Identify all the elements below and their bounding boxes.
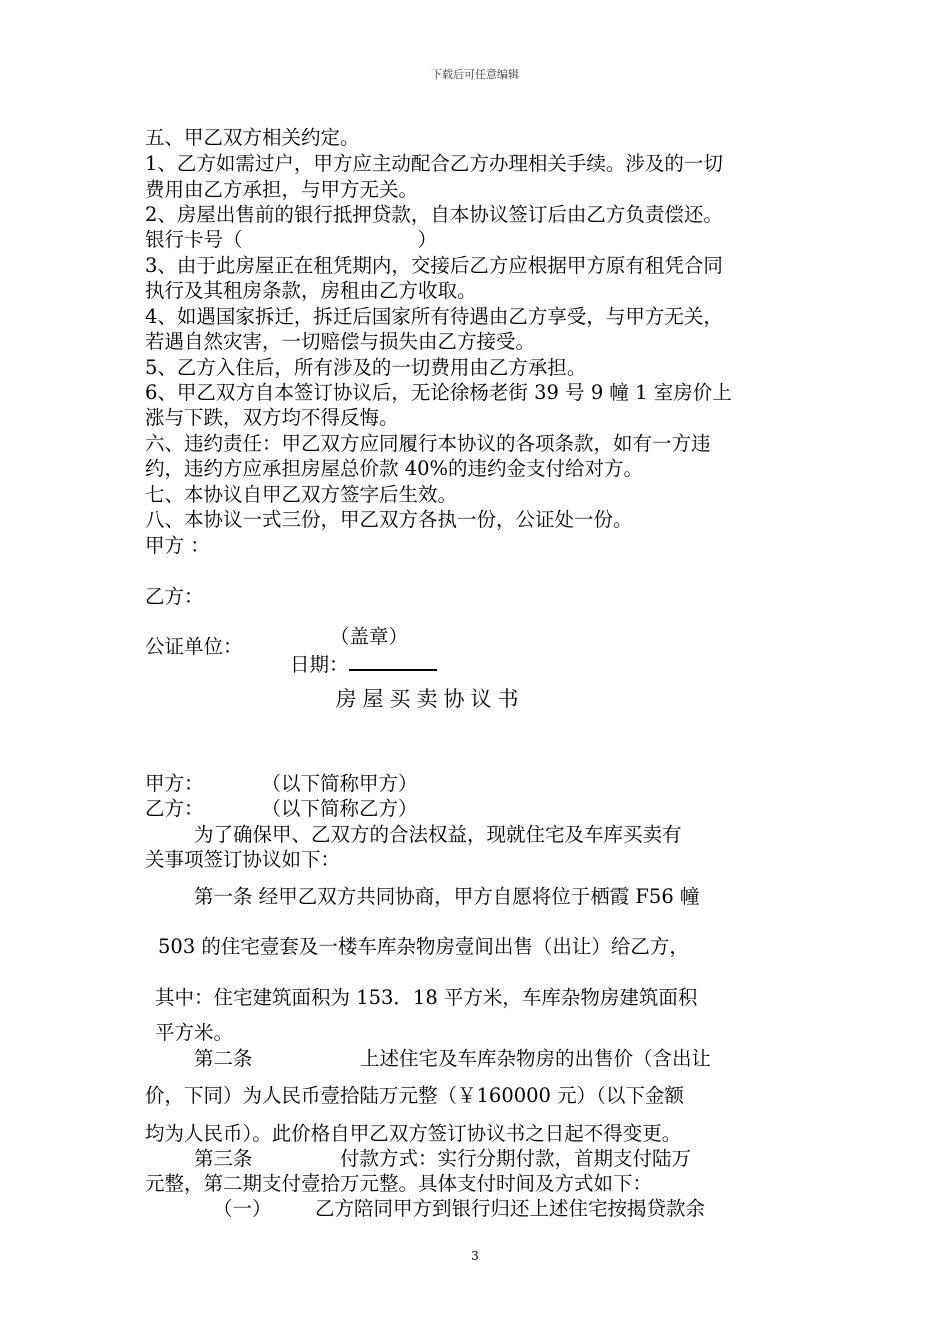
intro-line2: 关事项签订协议如下： bbox=[145, 848, 341, 871]
clause-5-4-line2: 若遇自然灾害，一切赔偿与损失由乙方接受。 bbox=[145, 330, 536, 353]
party-b-signature-label: 乙方： bbox=[145, 585, 204, 608]
clause-5-6-line2: 涨与下跌，双方均不得反悔。 bbox=[145, 406, 399, 429]
clause-5-3-line2: 执行及其租房条款，房租由乙方收取。 bbox=[145, 279, 477, 302]
contract-party-a bbox=[145, 771, 418, 797]
document-title: 房屋买卖协议书 bbox=[335, 687, 525, 711]
section-5-title: 五、甲乙双方相关约定。 bbox=[145, 126, 360, 149]
contract-party-b bbox=[145, 796, 418, 822]
clause-5-2-line1: 2、房屋出售前的银行抵押贷款，自本协议签订后由乙方负责偿还。 bbox=[145, 203, 723, 226]
section-6-line2: 约，违约方应承担房屋总价款 40%的违约金支付给对方。 bbox=[145, 457, 644, 480]
intro-line1: 为了确保甲、乙双方的合法权益，现就住宅及车库买卖有 bbox=[194, 823, 682, 846]
section-8: 八、本协议一式三份，甲乙双方各执一份，公证处一份。 bbox=[145, 508, 633, 531]
article-1-line4: 平方米。 bbox=[155, 1021, 234, 1044]
article-1-line1: 第一条 经甲乙双方共同协商，甲方自愿将位于栖霞 F56 幢 bbox=[194, 885, 700, 908]
notary-label: 公证单位： bbox=[145, 635, 243, 658]
article-3-line1: 付款方式：实行分期付款，首期支付陆万 bbox=[340, 1147, 692, 1170]
contract-party-b-note: （以下简称乙方） bbox=[261, 797, 418, 820]
bank-card-close: ） bbox=[417, 228, 438, 251]
date-underline bbox=[349, 651, 437, 671]
article-3-line2: 元整，第二期支付壹拾万元整。具体支付时间及方式如下： bbox=[145, 1172, 653, 1195]
party-a-signature-label: 甲方 ： bbox=[145, 534, 210, 557]
sub-clause-1-line1: 乙方陪同甲方到银行归还上述住宅按揭贷款余 bbox=[315, 1197, 706, 1220]
contract-party-a-note: （以下简称甲方） bbox=[261, 772, 418, 795]
clause-5-1-line2: 费用由乙方承担，与甲方无关。 bbox=[145, 178, 419, 201]
section-6-line1: 六、违约责任：甲乙双方应同履行本协议的各项条款，如有一方违 bbox=[145, 432, 711, 455]
page-header: 下载后可任意编辑 bbox=[431, 68, 519, 81]
page-number: 3 bbox=[471, 1249, 479, 1263]
article-2-line1: 上述住宅及车库杂物房的出售价（含出让 bbox=[360, 1047, 712, 1070]
section-7: 七、本协议自甲乙双方签字后生效。 bbox=[145, 483, 458, 506]
article-1-line2: 503 的住宅壹套及一楼车库杂物房壹间出售（出让）给乙方， bbox=[158, 935, 689, 958]
contract-party-b-label: 乙方： bbox=[145, 797, 204, 820]
article-2-label: 第二条 bbox=[194, 1047, 253, 1070]
article-1-line3: 其中：住宅建筑面积为 153．18 平方米，车库杂物房建筑面积 bbox=[155, 986, 698, 1009]
clause-5-3-line1: 3、由于此房屋正在租凭期内，交接后乙方应根据甲方原有租凭合同 bbox=[145, 254, 723, 277]
clause-5-6-line1: 6、甲乙双方自本签订协议后，无论徐杨老街 39 号 9 幢 1 室房价上 bbox=[145, 381, 732, 404]
date-line bbox=[290, 651, 437, 678]
date-label: 日期： bbox=[290, 653, 349, 676]
bank-card-line bbox=[145, 227, 437, 253]
article-2-line3: 均为人民币）。此价格自甲乙双方签订协议书之日起不得变更。 bbox=[145, 1122, 682, 1145]
clause-5-1-line1: 1、乙方如需过户，甲方应主动配合乙方办理相关手续。涉及的一切 bbox=[145, 152, 723, 175]
contract-party-a-label: 甲方： bbox=[145, 772, 204, 795]
sub-clause-1-label: （一） bbox=[213, 1197, 272, 1220]
clause-5-4-line1: 4、如遇国家拆迁，拆迁后国家所有待遇由乙方享受，与甲方无关， bbox=[145, 305, 723, 328]
article-3-label: 第三条 bbox=[194, 1147, 253, 1170]
clause-5-5: 5、乙方入住后，所有涉及的一切费用由乙方承担。 bbox=[145, 356, 587, 379]
bank-card-label: 银行卡号（ bbox=[145, 228, 243, 251]
article-2-line2: 价，下同）为人民币壹拾陆万元整（￥160000 元）（以下金额 bbox=[145, 1084, 684, 1107]
seal-label: （盖章） bbox=[330, 625, 409, 648]
